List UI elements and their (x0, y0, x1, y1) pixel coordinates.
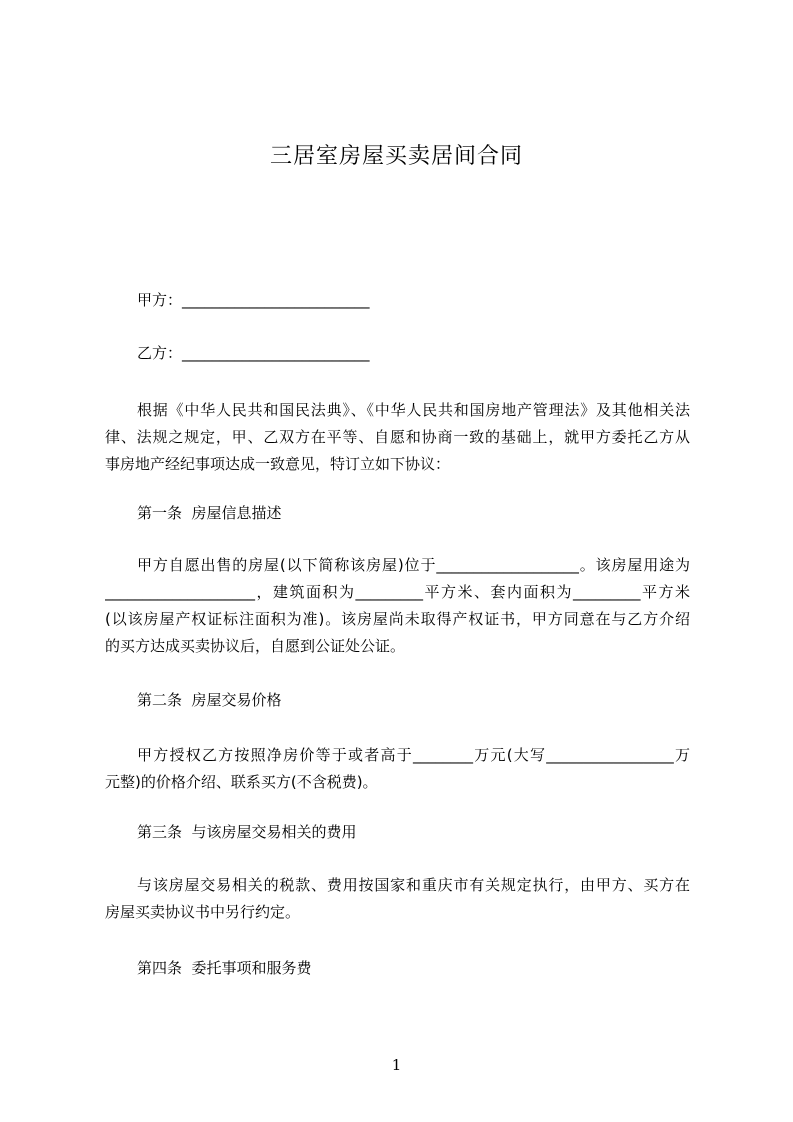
party-b-label: 乙方： (137, 344, 183, 362)
party-a-blank: _________________________ (182, 291, 370, 309)
party-b-blank: _________________________ (182, 344, 370, 362)
paragraph-line: 甲方自愿出售的房屋(以下简称该房屋)位于___________________。该房屋用途为 (137, 556, 690, 574)
article-1-paragraph (105, 552, 690, 660)
paragraph-line: 元整)的价格介绍、联系买方(不含税费)。 (105, 773, 378, 791)
article-4-heading: 第四条 委托事项和服务费 (137, 959, 312, 977)
party-a-label: 甲方： (137, 291, 183, 309)
article-2-heading: 第二条 房屋交易价格 (137, 691, 282, 709)
document-title: 三居室房屋买卖居间合同 (269, 144, 523, 169)
paragraph-line: 律、法规之规定，甲、乙双方在平等、自愿和协商一致的基础上，就甲方委托乙方从 (105, 428, 690, 446)
article-3-heading: 第三条 与该房屋交易相关的费用 (137, 823, 357, 841)
article-3-paragraph (105, 872, 690, 926)
party-a-line (137, 290, 370, 310)
paragraph-line: ____________________，建筑面积为_________平方米、套内面积为_________平方米 (105, 583, 690, 601)
paragraph-line: 甲方授权乙方按照净房价等于或者高于________万元(大写_________________万 (137, 746, 690, 764)
paragraph-line: 房屋买卖协议书中另行约定。 (105, 903, 301, 921)
paragraph-line: (以该房屋产权证标注面积为准)。该房屋尚未取得产权证书，甲方同意在与乙方介绍 (105, 610, 690, 628)
paragraph-line: 的买方达成买卖协议后，自愿到公证处公证。 (105, 637, 406, 655)
article-2-paragraph (105, 742, 690, 796)
paragraph-line: 根据《中华人民共和国民法典》、《中华人民共和国房地产管理法》及其他相关法 (137, 401, 690, 419)
page-number: 1 (391, 1056, 402, 1074)
party-b-line (137, 343, 370, 363)
paragraph-line: 与该房屋交易相关的税款、费用按国家和重庆市有关规定执行，由甲方、买方在 (137, 876, 690, 894)
article-1-heading: 第一条 房屋信息描述 (137, 504, 282, 522)
paragraph-line: 事房地产经纪事项达成一致意见，特订立如下协议： (105, 455, 451, 473)
preamble-paragraph (105, 397, 690, 478)
